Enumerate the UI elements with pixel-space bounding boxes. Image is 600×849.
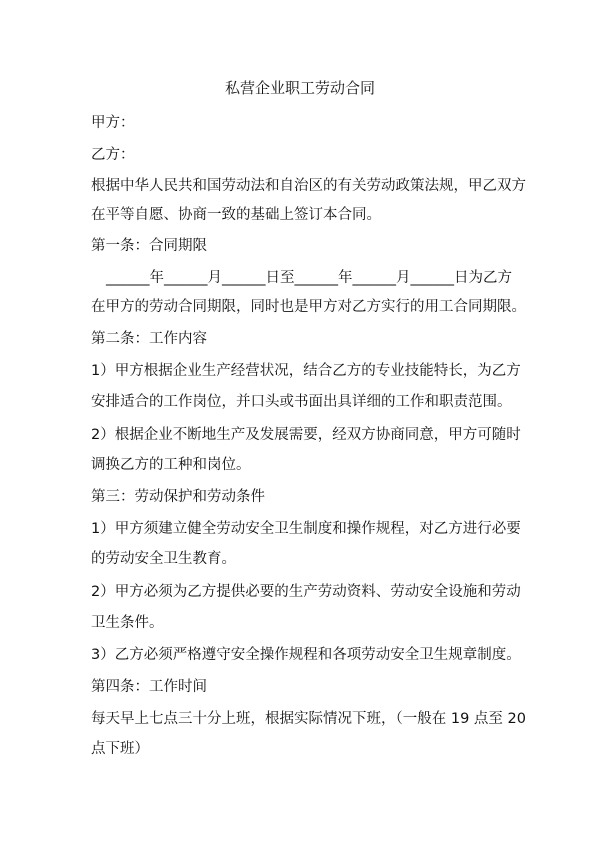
clause-line: 卫生条件。 — [91, 615, 164, 631]
preamble-line: 在平等自愿、协商一致的基础上签订本合同。 — [91, 207, 381, 223]
article-heading: 第二条：工作内容 — [91, 331, 207, 347]
party-b-line: 乙方： — [91, 147, 135, 163]
contract-period-line: 在甲方的劳动合同期限，同时也是甲方对乙方实行的用工合同期限。 — [91, 299, 526, 315]
article-heading: 第四条：工作时间 — [91, 679, 207, 695]
clause-line: 的劳动安全卫生教育。 — [91, 551, 236, 567]
clause-line: 2）甲方必须为乙方提供必要的生产劳动资料、劳动安全设施和劳动 — [91, 584, 521, 600]
clause-line: 1）甲方须建立健全劳动安全卫生制度和操作规程，对乙方进行必要 — [91, 521, 521, 537]
clause-line: 1）甲方根据企业生产经营状况，结合乙方的专业技能特长，为乙方 — [91, 363, 521, 379]
clause-line: 每天早上七点三十分上班，根据实际情况下班，（一般在 19 点至 20 — [91, 711, 526, 727]
clause-line: 3）乙方必须严格遵守安全操作规程和各项劳动安全卫生规章制度。 — [91, 647, 521, 663]
clause-line: 安排适合的工作岗位，并口头或书面出具详细的工作和职责范围。 — [91, 394, 512, 410]
clause-line: 点下班） — [91, 741, 149, 757]
contract-period-line: ______年______月______日至______年______月______日为乙方 — [106, 270, 512, 286]
clause-line: 2）根据企业不断地生产及发展需要，经双方协商同意，甲方可随时 — [91, 427, 521, 443]
party-a-line: 甲方： — [91, 115, 135, 131]
clause-line: 调换乙方的工种和岗位。 — [91, 457, 251, 473]
article-heading: 第三：劳动保护和劳动条件 — [91, 489, 265, 505]
preamble-line: 根据中华人民共和国劳动法和自治区的有关劳动政策法规，甲乙双方 — [91, 178, 526, 194]
article-heading: 第一条：合同期限 — [91, 238, 207, 254]
document-title: 私营企业职工劳动合同 — [224, 79, 375, 97]
